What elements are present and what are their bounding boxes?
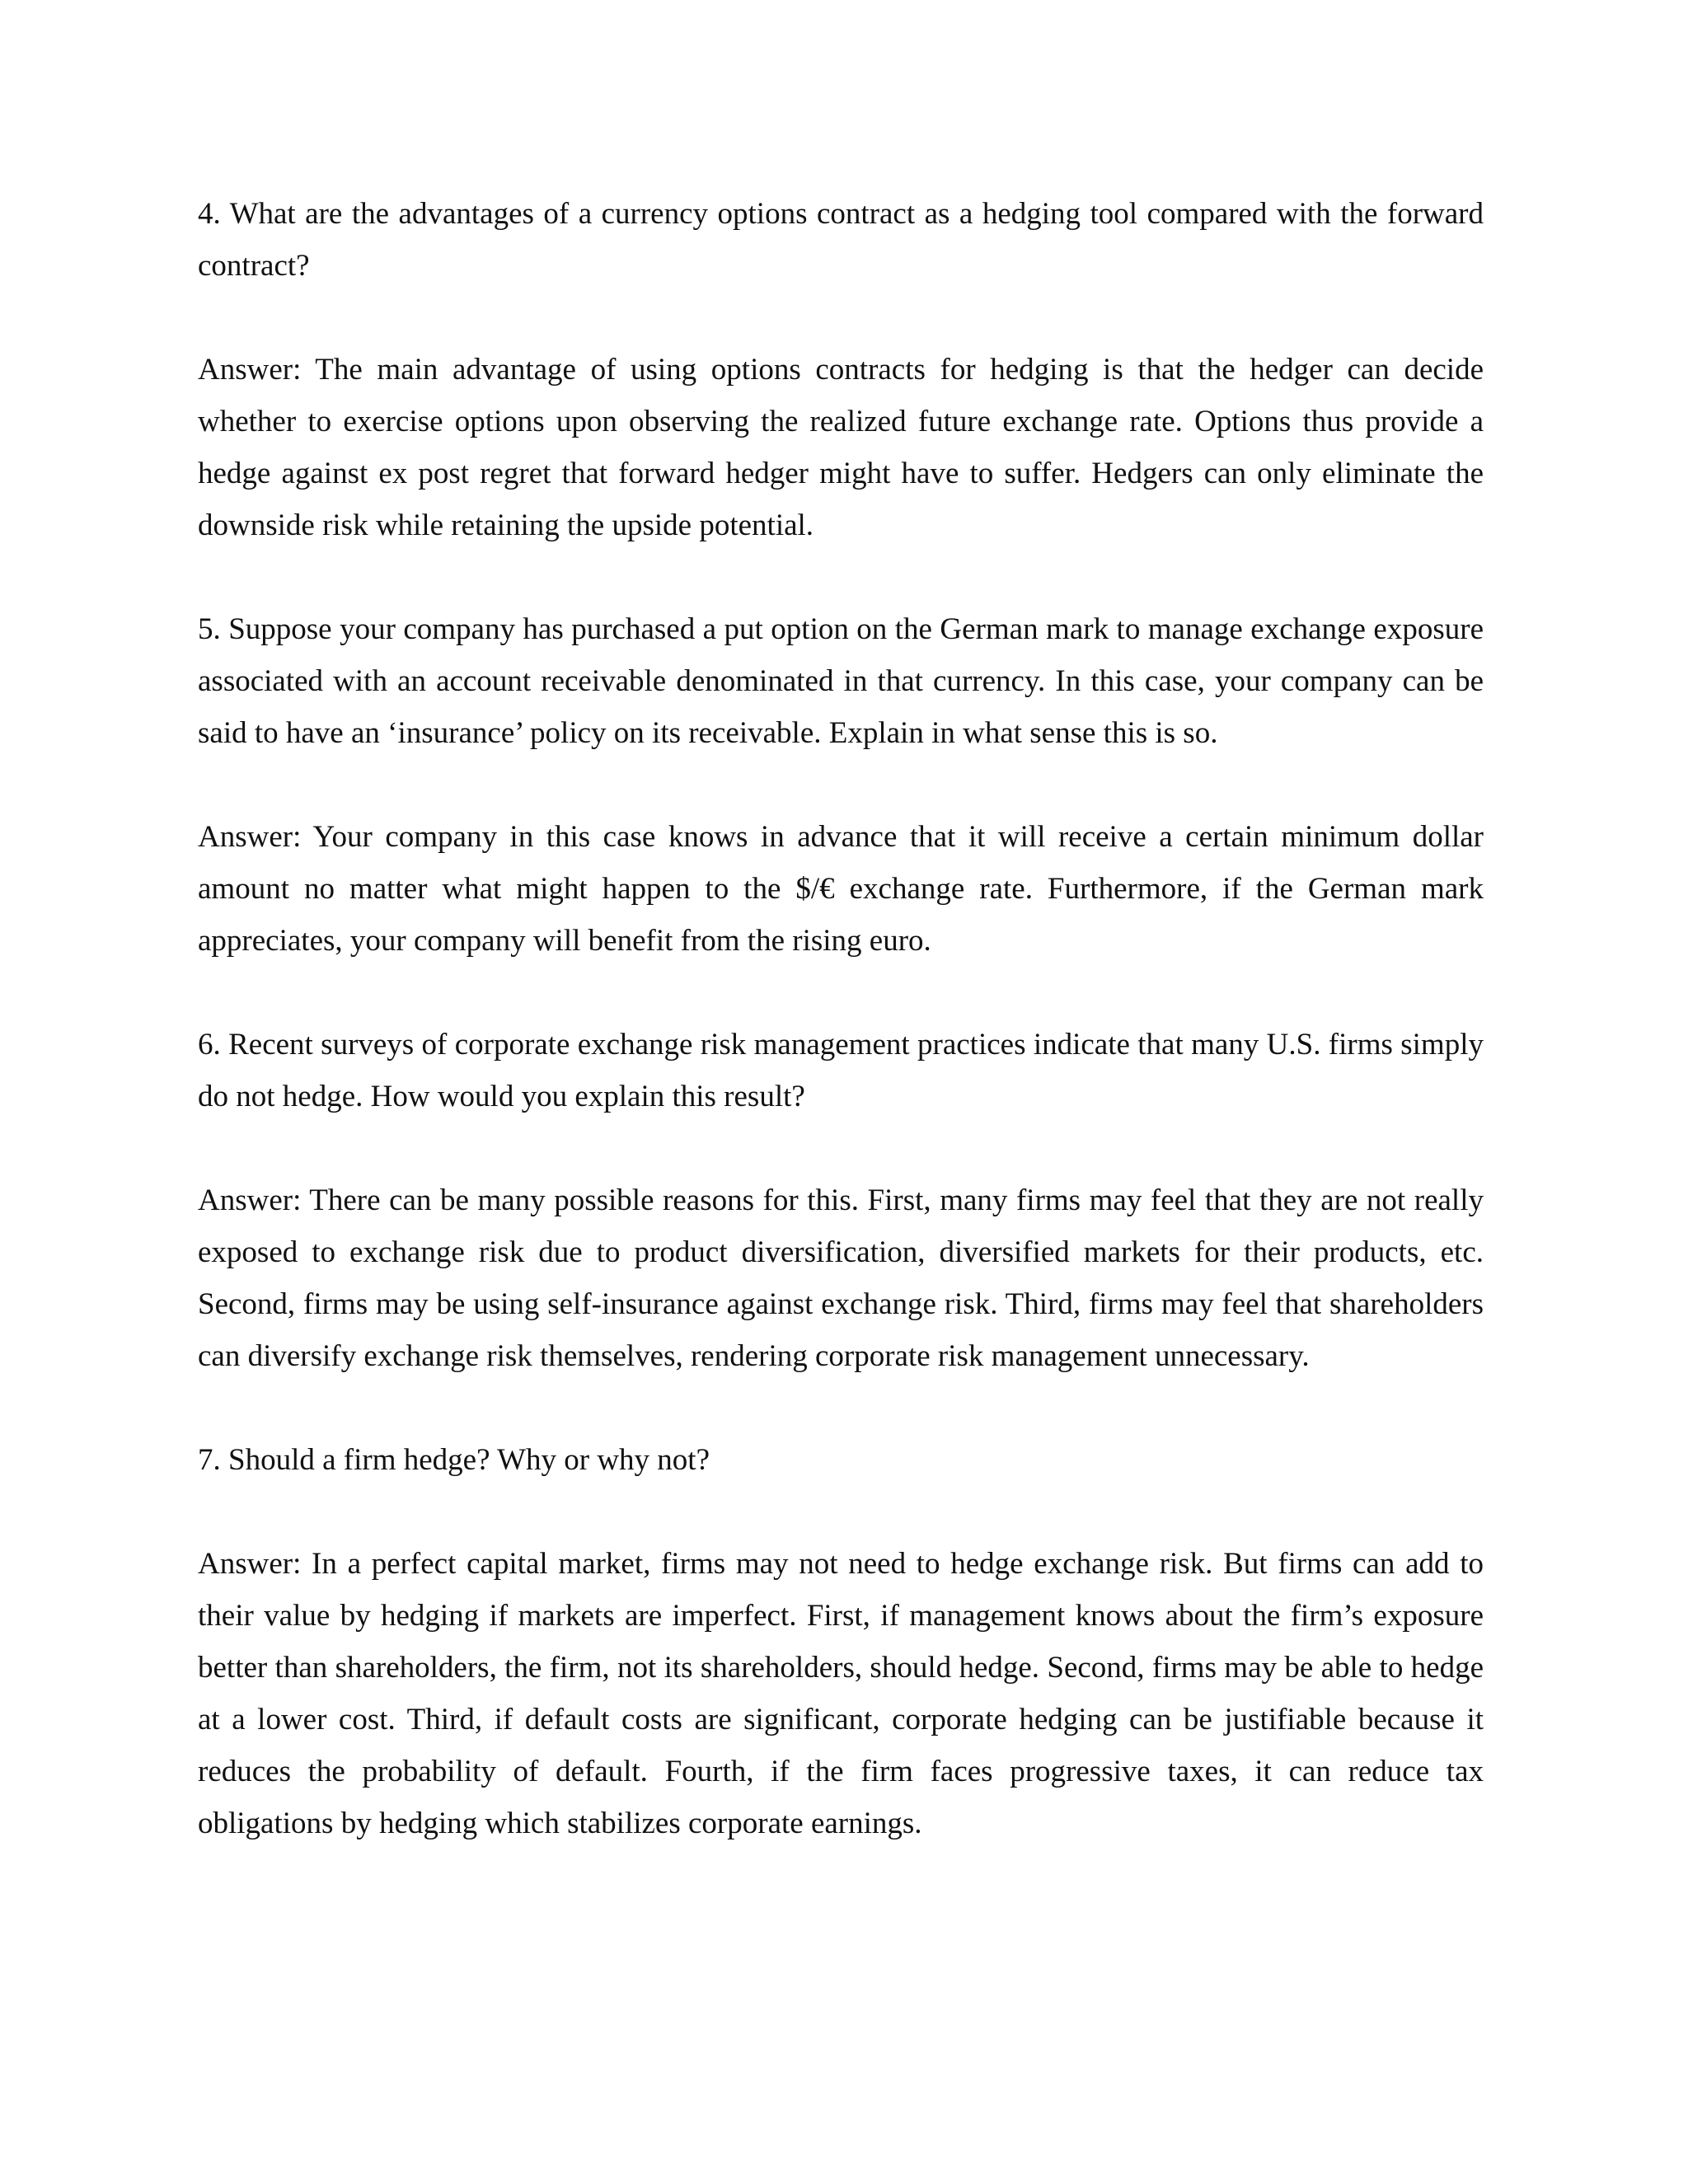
question-5: 5. Suppose your company has purchased a put option on the German mark to manage exchange exposure associated with an account receivable denominated in that currency. In this case, your company can be said to have an ‘insurance’ policy on its receivable. Explain in what sense this is so. xyxy=(198,612,1484,750)
question-6: 6. Recent surveys of corporate exchange risk management practices indicate that many U.S. firms simply do not hedge. How would you explain this result? xyxy=(198,1028,1484,1113)
answer-7: Answer: In a perfect capital market, firms may not need to hedge exchange risk. But firms can add to their value by hedging if markets are imperfect. First, if management knows about the firm’s exposure better than shareholders, the firm, not its shareholders, should hedge. Second, firms may be able to hedge at a lower cost. Third, if default costs are significant, corporate hedging can be justifiable because it reduces the probability of default. Fourth, if the firm faces progressive taxes, it can reduce tax obligations by hedging which stabilizes corporate earnings. xyxy=(198,1547,1484,1840)
question-7: 7. Should a firm hedge? Why or why not? xyxy=(198,1443,710,1477)
answer-4: Answer: The main advantage of using options contracts for hedging is that the hedger can decide whether to exercise options upon observing the realized future exchange rate. Options thus provide a hedge against ex post regret that forward hedger might have to suffer. Hedgers can only eliminate the downside risk while retaining the upside potential. xyxy=(198,353,1484,542)
answer-6: Answer: There can be many possible reasons for this. First, many firms may feel that they are not really exposed to exchange risk due to product diversification, diversified markets for their products, etc. Second, firms may be using self-insurance against exchange risk. Third, firms may feel that shareholders can diversify exchange risk themselves, rendering corporate risk management unnecessary. xyxy=(198,1183,1484,1373)
document-page xyxy=(198,188,1484,1849)
question-4: 4. What are the advantages of a currency options contract as a hedging tool compared with the forward contract? xyxy=(198,197,1484,283)
answer-5: Answer: Your company in this case knows in advance that it will receive a certain minimum dollar amount no matter what might happen to the $/€ exchange rate. Furthermore, if the German mark appreciates, your company will benefit from the rising euro. xyxy=(198,820,1484,958)
